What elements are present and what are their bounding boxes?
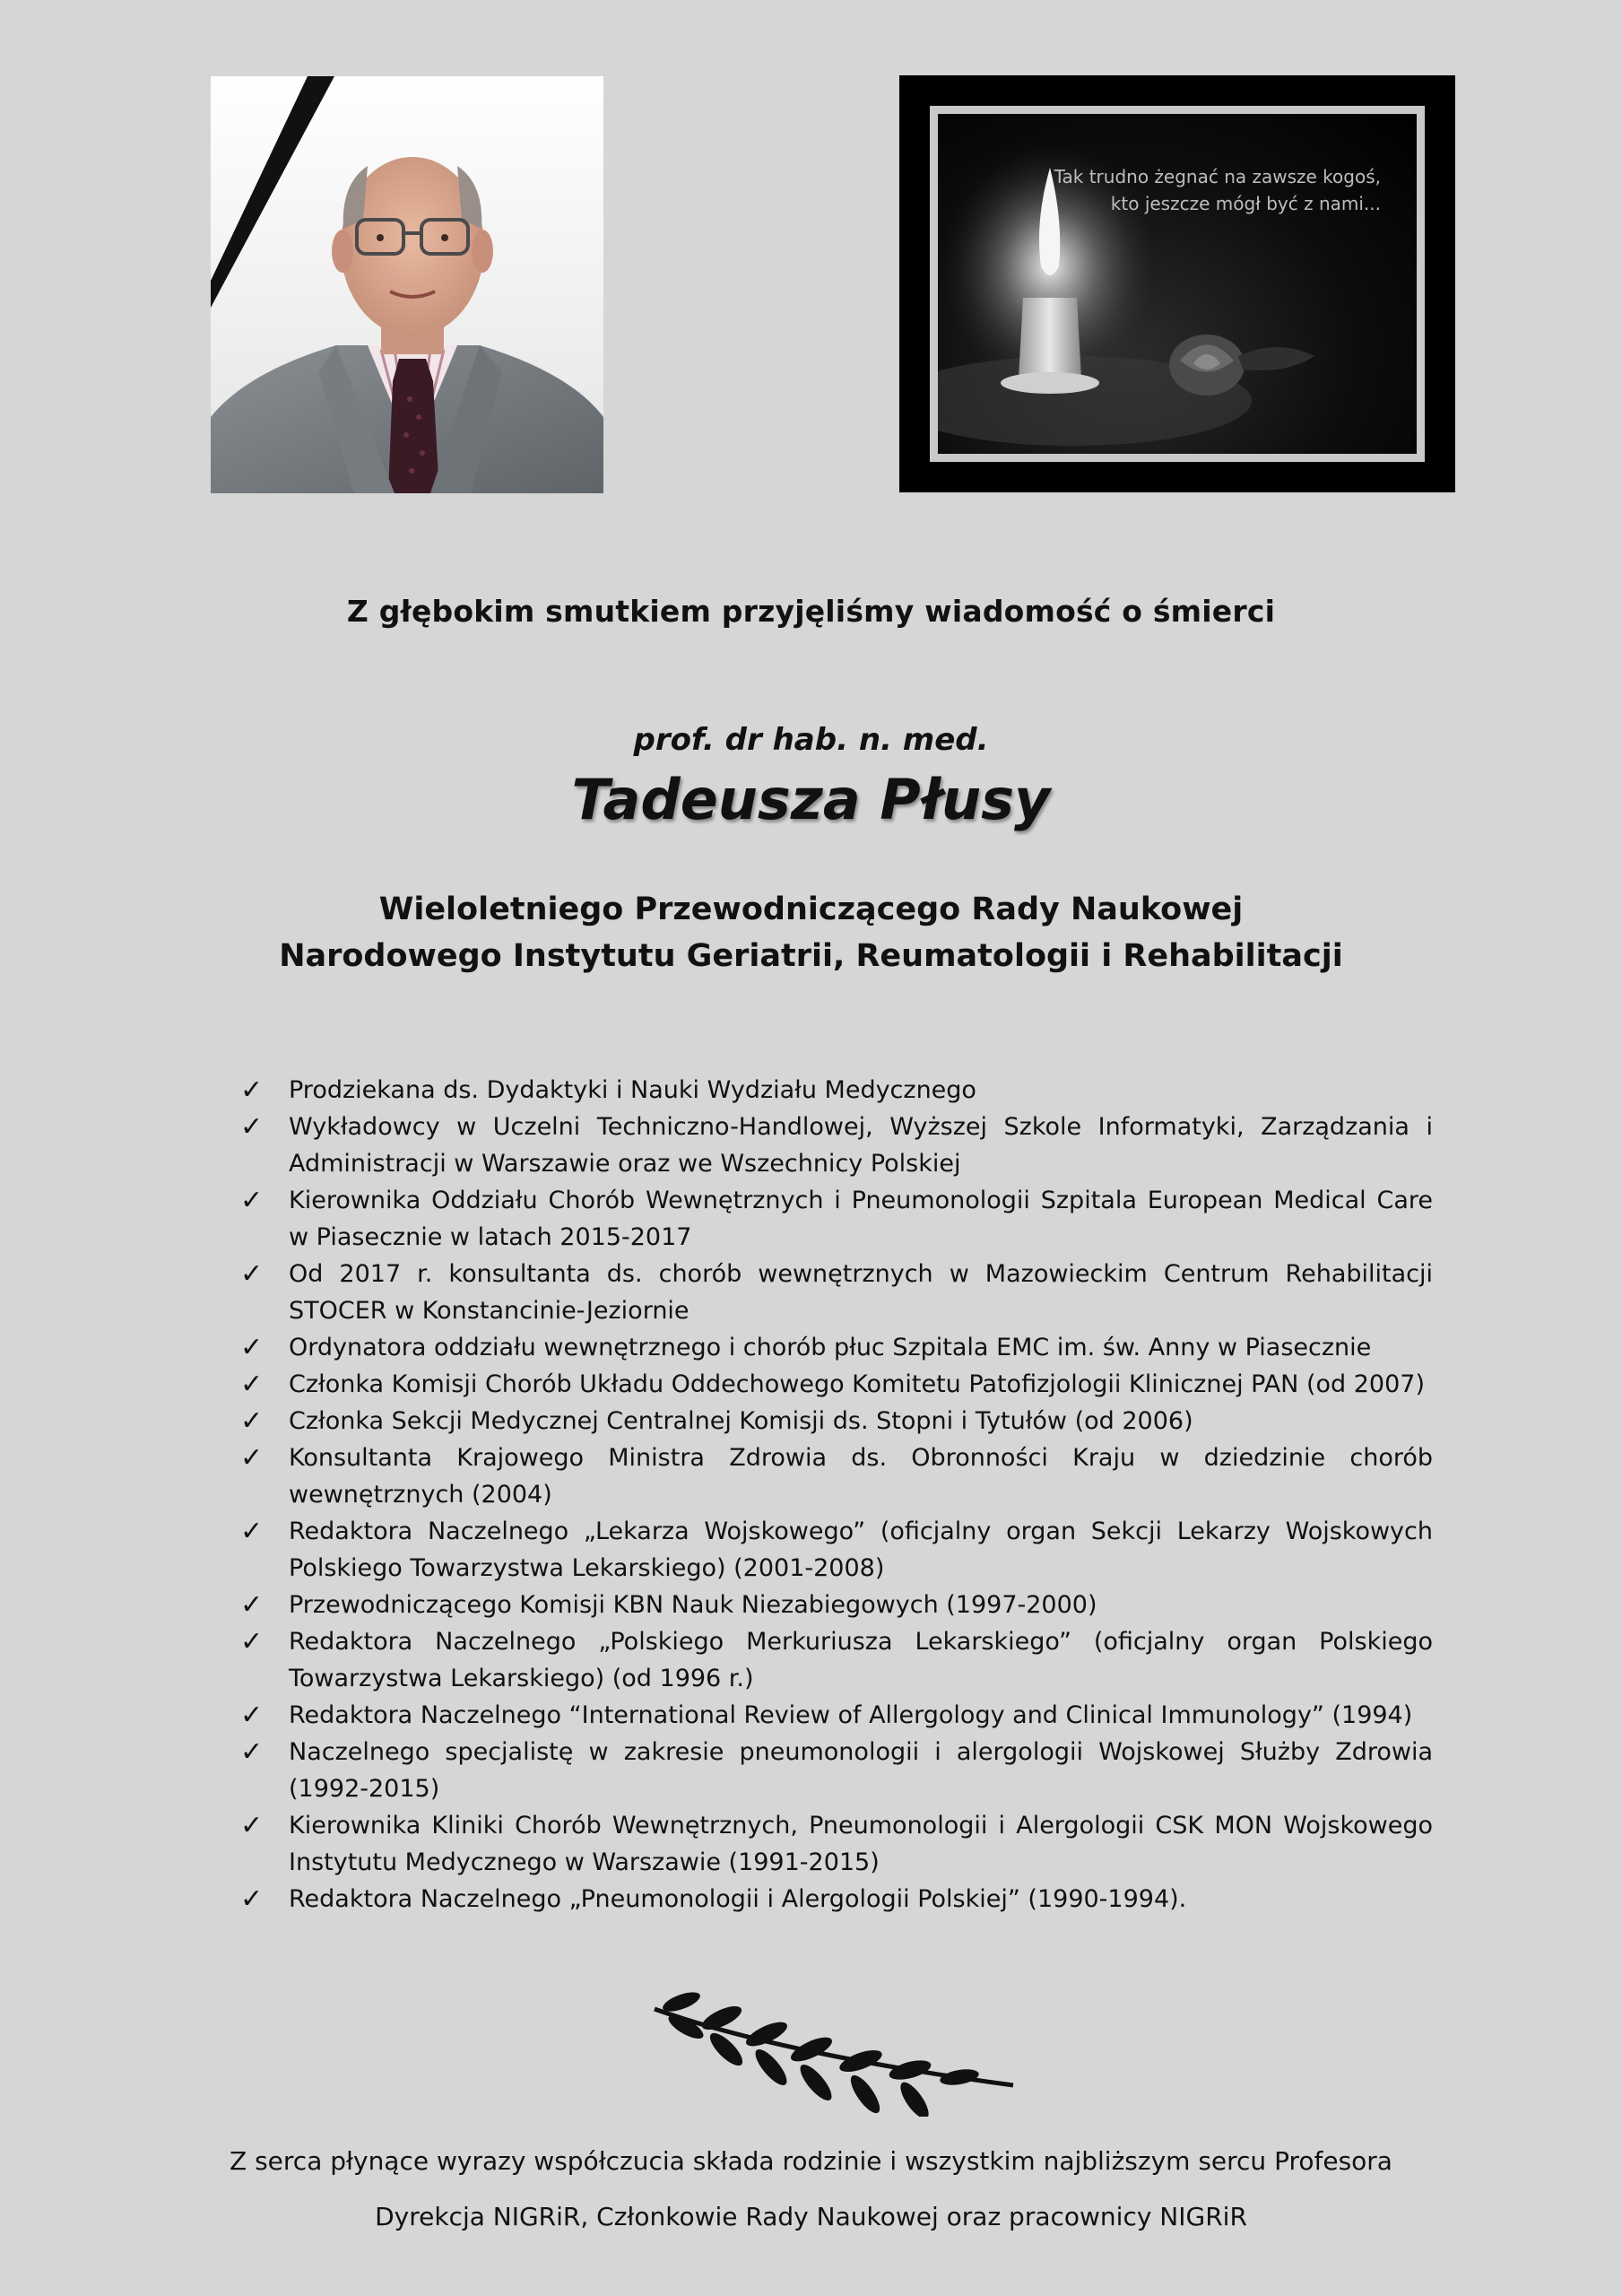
checkmark-icon: ✓ xyxy=(240,1332,264,1363)
list-item-text: Od 2017 r. konsultanta ds. chorób wewnętrznych w Mazowieckim Centrum Rehabilitacji STOCER w Konstancinie-Jeziornie xyxy=(289,1260,1433,1325)
list-item xyxy=(240,1697,1433,1734)
honorific-title: prof. dr hab. n. med. xyxy=(633,722,989,758)
candle-quote-line: Tak trudno żegnać na zawsze kogoś, xyxy=(1054,166,1381,187)
list-item xyxy=(240,1182,1433,1256)
checkmark-icon: ✓ xyxy=(240,1700,264,1731)
list-item xyxy=(240,1439,1433,1513)
list-item-text: Ordynatora oddziału wewnętrznego i chorób płuc Szpitala EMC im. św. Anny w Piasecznie xyxy=(289,1334,1372,1361)
role-line: Wieloletniego Przewodniczącego Rady Naukowej xyxy=(378,891,1244,927)
list-item xyxy=(240,1587,1433,1623)
list-item xyxy=(240,1403,1433,1439)
list-item xyxy=(240,1513,1433,1587)
checkmark-icon: ✓ xyxy=(240,1516,264,1547)
list-item xyxy=(240,1109,1433,1182)
list-item xyxy=(240,1256,1433,1329)
list-item xyxy=(240,1072,1433,1109)
checkmark-icon: ✓ xyxy=(240,1442,264,1474)
checkmark-icon: ✓ xyxy=(240,1369,264,1400)
list-item-text: Przewodniczącego Komisji KBN Nauk Niezabiegowych (1997-2000) xyxy=(289,1591,1097,1619)
checkmark-icon: ✓ xyxy=(240,1185,264,1216)
candle xyxy=(1019,298,1081,386)
portrait-illustration xyxy=(211,76,603,493)
list-item-text: Prodziekana ds. Dydaktyki i Nauki Wydziału Medycznego xyxy=(289,1076,976,1104)
condolence-text: Z serca płynące wyrazy współczucia składa rodzinie i wszystkim najbliższym sercu Profesora xyxy=(230,2146,1392,2176)
checkmark-icon: ✓ xyxy=(240,1883,264,1915)
list-item-text: Kierownika Kliniki Chorób Wewnętrznych, Pneumonologii i Alergologii CSK MON Wojskowego Instytutu Medycznego w Warszawie (1991-2015) xyxy=(289,1812,1433,1876)
checkmark-icon: ✓ xyxy=(240,1405,264,1437)
checkmark-icon: ✓ xyxy=(240,1589,264,1621)
portrait-photo xyxy=(211,76,603,493)
list-item-text: Wykładowcy w Uczelni Techniczno-Handlowej, Wyższej Szkole Informatyki, Zarządzania i Administracji w Warszawie oraz we Wszechnicy Polskiej xyxy=(289,1113,1433,1178)
list-item-text: Redaktora Naczelnego „Polskiego Merkuriusza Lekarskiego” (oficjalny organ Polskiego Towarzystwa Lekarskiego) (od 1996 r.) xyxy=(289,1628,1433,1692)
list-item xyxy=(240,1329,1433,1366)
list-item-text: Naczelnego specjalistę w zakresie pneumonologii i alergologii Wojskowej Służby Zdrowia (1992-2015) xyxy=(289,1738,1433,1803)
lead-text: Z głębokim smutkiem przyjęliśmy wiadomość o śmierci xyxy=(346,594,1276,629)
career-list xyxy=(240,1072,1433,1918)
checkmark-icon: ✓ xyxy=(240,1258,264,1290)
role-description xyxy=(0,886,1622,979)
list-item xyxy=(240,1734,1433,1807)
checkmark-icon: ✓ xyxy=(240,1626,264,1657)
role-line: Narodowego Instytutu Geriatrii, Reumatologii i Rehabilitacji xyxy=(279,938,1343,974)
checkmark-icon: ✓ xyxy=(240,1074,264,1106)
checkmark-icon: ✓ xyxy=(240,1736,264,1768)
olive-branch-icon xyxy=(646,1982,1022,2117)
candle-frame xyxy=(930,106,1425,462)
list-item-text: Kierownika Oddziału Chorób Wewnętrznych i Pneumonologii Szpitala European Medical Care w Piasecznie w latach 2015-2017 xyxy=(289,1187,1433,1251)
list-item-text: Redaktora Naczelnego „Lekarza Wojskowego” (oficjalny organ Sekcji Lekarzy Wojskowych Polskiego Towarzystwa Lekarskiego) (2001-2008) xyxy=(289,1518,1433,1582)
list-item-text: Redaktora Naczelnego “International Review of Allergology and Clinical Immunology” (1994) xyxy=(289,1701,1413,1729)
list-item-text: Konsultanta Krajowego Ministra Zdrowia ds. Obronności Kraju w dziedzinie chorób wewnętrznych (2004) xyxy=(289,1444,1433,1509)
list-item xyxy=(240,1807,1433,1881)
candle-quote-line: kto jeszcze mógł być z nami... xyxy=(1110,193,1381,214)
checkmark-icon: ✓ xyxy=(240,1810,264,1841)
list-item xyxy=(240,1623,1433,1697)
signature-text: Dyrekcja NIGRiR, Członkowie Rady Naukowej oraz pracownicy NIGRiR xyxy=(375,2202,1247,2231)
list-item-text: Redaktora Naczelnego „Pneumonologii i Alergologii Polskiej” (1990-1994). xyxy=(289,1885,1187,1913)
list-item-text: Członka Sekcji Medycznej Centralnej Komisji ds. Stopni i Tytułów (od 2006) xyxy=(289,1407,1193,1435)
candle-card xyxy=(899,75,1455,492)
checkmark-icon: ✓ xyxy=(240,1111,264,1143)
candle-quote xyxy=(1054,163,1381,217)
deceased-name: Tadeusza Płusy xyxy=(571,767,1051,832)
list-item xyxy=(240,1881,1433,1918)
list-item-text: Członka Komisji Chorób Układu Oddechowego Komitetu Patofizjologii Klinicznej PAN (od 2007) xyxy=(289,1370,1425,1398)
list-item xyxy=(240,1366,1433,1403)
